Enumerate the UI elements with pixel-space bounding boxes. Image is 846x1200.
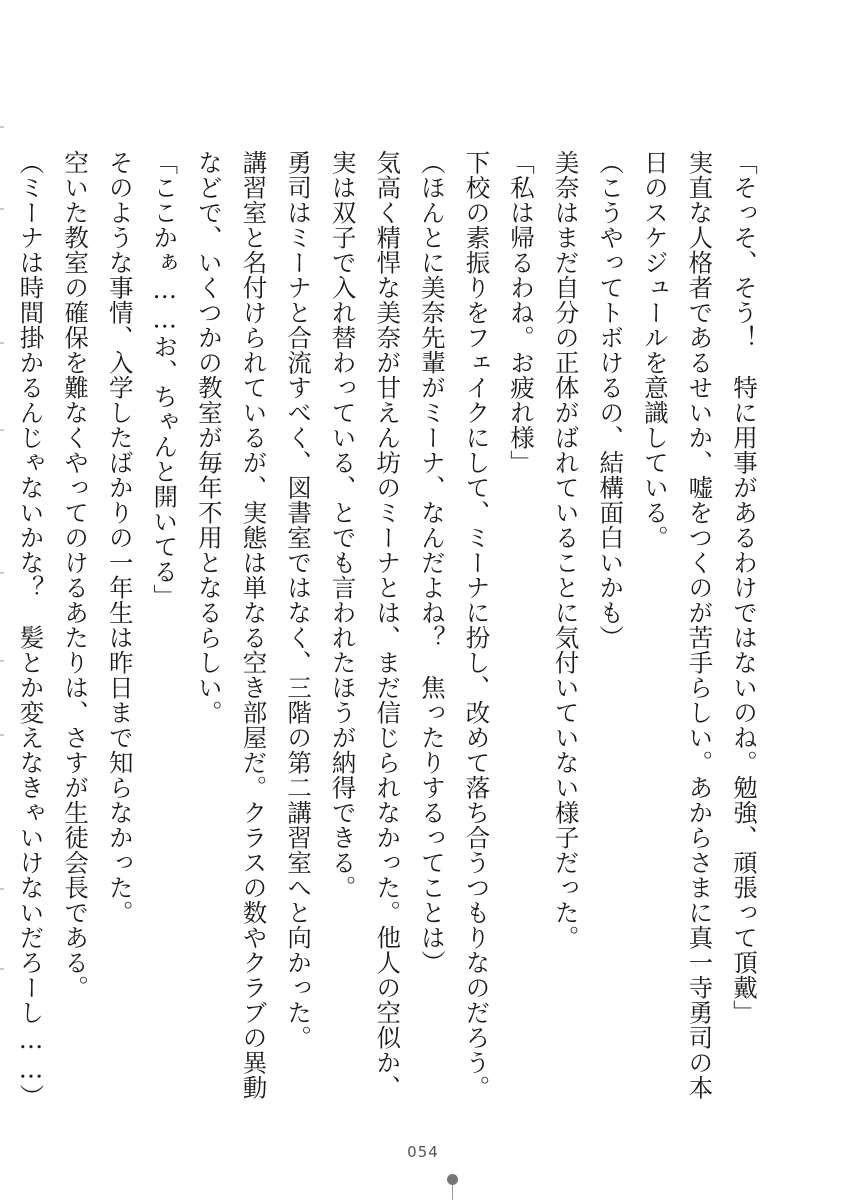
edge-mark bbox=[0, 126, 4, 128]
paragraph: （ミーナは時間掛かるんじゃないかな？ 髪とか変えなきゃいけないだろーし……） bbox=[16, 150, 46, 1109]
paragraph: 講習室と名付けられているが、実態は単なる空き部屋だ。クラスの数やクラブの異動などで、いくつかの教室が毎年不用となるらしい。 bbox=[194, 150, 269, 1100]
paragraph: 空いた教室の確保を難なくやってのけるあたりは、さすが生徒会長である。 bbox=[61, 150, 91, 1000]
paragraph: 「私は帰るわね。お疲れ様」 bbox=[507, 150, 537, 475]
paragraph: 気高く精悍な美奈が甘えん坊のミーナとは、まだ信じられなかった。他人の空似か、実は双子で入れ替わっている、とでも言われたほうが納得できる。 bbox=[328, 150, 403, 1100]
page-number: 054 bbox=[407, 1143, 439, 1161]
page-marker-line bbox=[452, 1185, 453, 1200]
paragraph: 下校の素振りをフェイクにして、ミーナに扮し、改めて落ち合うつもりなのだろう。 bbox=[462, 150, 492, 1100]
paragraph: 実直な人格者であるせいか、嘘をつくのが苦手らしい。あからさまに真一寺勇司の本日のスケジュールを意識している。 bbox=[640, 150, 715, 1100]
paragraph: 美奈はまだ自分の正体がばれていることに気付いていない様子だった。 bbox=[551, 150, 581, 950]
paragraph: 「そっそ、そう！ 特に用事があるわけではないのね。勉強、頑張って頂戴」 bbox=[730, 150, 759, 1025]
paragraph: 勇司はミーナと合流すべく、図書室ではなく、三階の第二講習室へと向かった。 bbox=[284, 150, 314, 1050]
vertical-text-body bbox=[16, 150, 766, 1110]
paragraph: （こうやってトボけるの、結構面白いかも） bbox=[596, 150, 626, 650]
paragraph bbox=[0, 150, 8, 1110]
paragraph: 「ここかぁ……お、ちゃんと開いてる」 bbox=[150, 150, 180, 609]
page-marker-dot bbox=[447, 1174, 458, 1185]
paragraph: （ほんとに美奈先輩がミーナ、なんだよね？ 焦ったりするってことは） bbox=[417, 150, 447, 975]
paragraph: そのような事情、入学したばかりの一年生は昨日まで知らなかった。 bbox=[105, 150, 135, 925]
